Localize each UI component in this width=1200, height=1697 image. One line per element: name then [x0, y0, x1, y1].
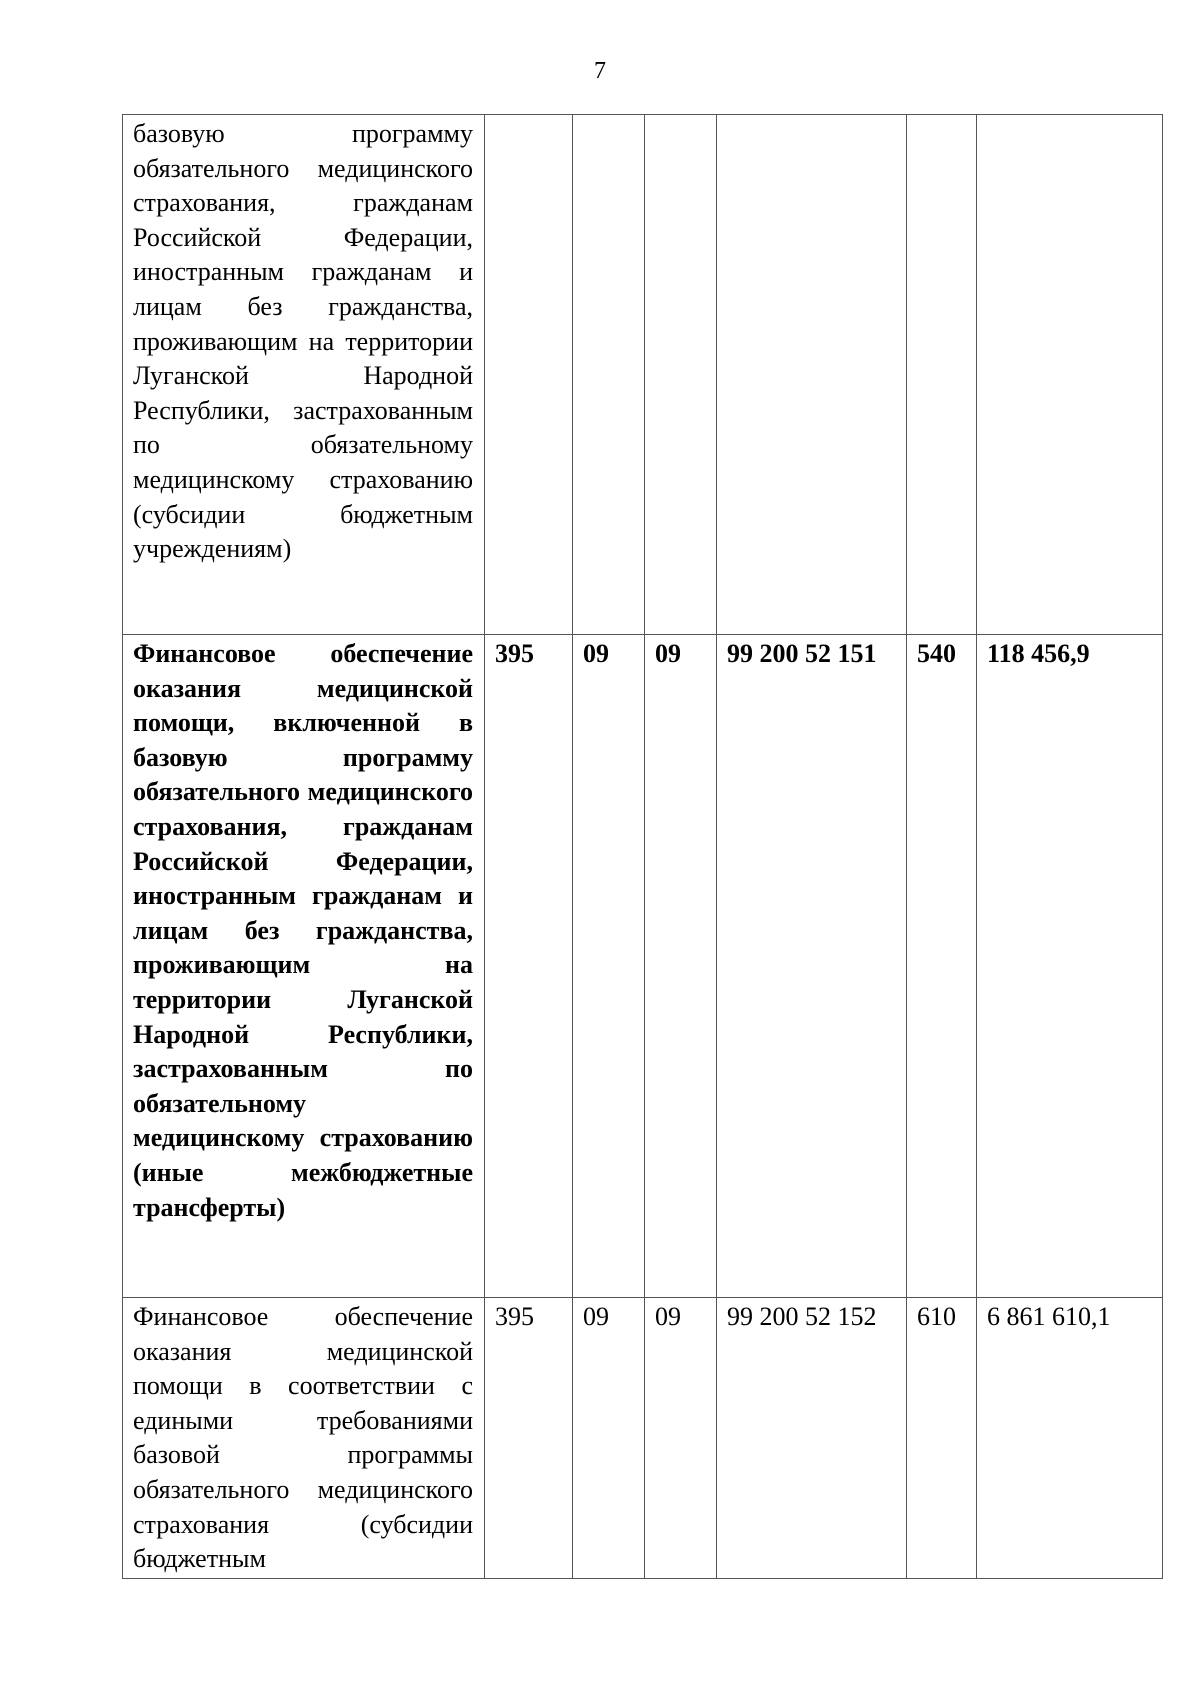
row-description: Финансовое обеспечение оказания медицинской помощи в соответствии с едиными требованиями базовой программы обязательного медицинского страхования (субсидии бюджетным — [123, 1298, 485, 1579]
subsection-code: 09 — [645, 1298, 717, 1579]
subsection-code: 09 — [645, 635, 717, 1298]
section-code — [573, 115, 645, 635]
ministry-code — [485, 115, 573, 635]
table-row — [123, 115, 1163, 635]
section-code: 09 — [573, 635, 645, 1298]
amount: 6 861 610,1 — [977, 1298, 1163, 1579]
table-row — [123, 635, 1163, 1298]
table-row — [123, 1298, 1163, 1579]
row-description: базовую программу обязательного медицинского страхования, гражданам Российской Федерации, иностранным гражданам и лицам без гражданства, проживающим на территории Луганской Народной Республики, застрахованным по обязательному медицинскому страхованию (субсидии бюджетным учреждениям) — [123, 115, 485, 635]
ministry-code: 395 — [485, 635, 573, 1298]
expense-type-code — [907, 115, 977, 635]
budget-table — [122, 114, 1163, 1579]
ministry-code: 395 — [485, 1298, 573, 1579]
amount — [977, 115, 1163, 635]
subsection-code — [645, 115, 717, 635]
page-number: 7 — [594, 58, 606, 84]
section-code: 09 — [573, 1298, 645, 1579]
target-article-code: 99 200 52 151 — [717, 635, 907, 1298]
row-description: Финансовое обеспечение оказания медицинской помощи, включенной в базовую программу обязательного медицинского страхования, гражданам Российской Федерации, иностранным гражданам и лицам без гражданства, проживающим на территории Луганской Народной Республики, застрахованным по обязательному медицинскому страхованию (иные межбюджетные трансферты) — [123, 635, 485, 1298]
target-article-code — [717, 115, 907, 635]
expense-type-code: 610 — [907, 1298, 977, 1579]
expense-type-code: 540 — [907, 635, 977, 1298]
amount: 118 456,9 — [977, 635, 1163, 1298]
target-article-code: 99 200 52 152 — [717, 1298, 907, 1579]
